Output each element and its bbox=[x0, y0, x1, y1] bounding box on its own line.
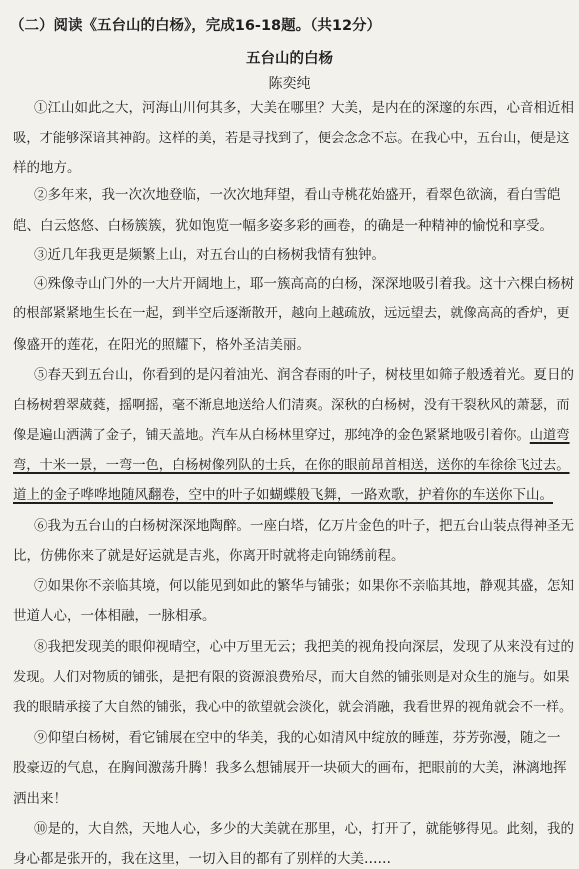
line-text: ⑩是的，大自然，天地人心，多少的大美就在那里，心，打开了，就能够得见。此刻，我的 bbox=[34, 821, 574, 837]
paragraph-line bbox=[0, 728, 579, 748]
line-text: 股豪迈的气息，在胸间激荡升腾！我多么想铺展开一块硕大的画布，把眼前的大美，淋漓地挥 bbox=[13, 760, 567, 776]
article-author: 陈奕纯 bbox=[268, 76, 311, 92]
paragraph-line bbox=[0, 546, 579, 566]
paragraph-line bbox=[0, 98, 579, 118]
line-text: 我的眼睛承接了大自然的铺张，我心中的欲望就会淡化，就会消融，我看世界的视角就会不一样。 bbox=[13, 700, 573, 715]
paragraph-line bbox=[0, 426, 579, 446]
paragraph-line bbox=[0, 216, 579, 236]
paragraph-line bbox=[0, 668, 579, 688]
paragraph-line bbox=[0, 576, 579, 596]
line-text: 像盛开的莲花，在阳光的照耀下，格外圣洁美丽。 bbox=[13, 337, 310, 353]
line-text: 皑、白云悠悠、白杨簇簇，犹如饱览一幅多姿多彩的画卷，的确是一种精神的愉悦和享受。 bbox=[13, 218, 553, 234]
underlined-text: 山道弯 bbox=[529, 428, 570, 443]
paragraph-line bbox=[0, 698, 579, 718]
line-text: ⑦如果你不亲临其境，何以能见到如此的繁华与铺张；如果你不亲临其地，静观其盛，怎知 bbox=[34, 578, 574, 594]
line-text: ⑧我把发现美的眼仰视晴空，心中万里无云；我把美的视角投向深层，发现了从来没有过的 bbox=[34, 639, 574, 655]
line-text: 的根部紧紧地生长在一起，到半空后逐渐散开，越向上越疏放，远远望去，就像高高的香炉，更 bbox=[13, 306, 570, 321]
underlined-text: 道上的金子哗哗地随风翻卷，空中的叶子如蝴蝶般飞舞，一路欢歌，护着你的车送你下山。 bbox=[13, 487, 553, 503]
line-text: 洒出来！ bbox=[13, 791, 67, 807]
paragraph-line bbox=[0, 516, 579, 536]
paragraph-line bbox=[0, 274, 579, 294]
paragraph-line bbox=[0, 245, 579, 265]
line-text: 身心都是张开的，我在这里，一切入目的都有了别样的大美…… bbox=[13, 851, 391, 867]
paragraph-line bbox=[0, 849, 579, 869]
line-text: 吸，才能够深谙其神韵。这样的美，若是寻找到了，便会念念不忘。在我心中，五台山，便是这 bbox=[13, 131, 570, 146]
line-text: ⑨仰望白杨树，看它铺展在空中的华美，我的心如清风中绽放的睡莲，芬芳弥漫，随之一 bbox=[34, 730, 561, 746]
line-text: 样的地方。 bbox=[13, 160, 81, 176]
line-text: 比，仿佛你来了就是好运就是吉兆，你离开时就将走向锦绣前程。 bbox=[13, 548, 405, 564]
article-title: 五台山的白杨 bbox=[246, 51, 333, 67]
paragraph-line bbox=[0, 396, 579, 416]
paragraph-line bbox=[0, 335, 579, 355]
line-text: ③近几年我更是频繁上山，对五台山的白杨树我情有独钟。 bbox=[34, 247, 385, 263]
line-text: ⑤春天到五台山，你看到的是闪着油光、润含春雨的叶子，树枝里如筛子般透着光。夏日的 bbox=[34, 367, 574, 383]
line-text: ①江山如此之大，河海山川何其多，大美在哪里？大美，是内在的深邃的东西，心音相近相 bbox=[34, 100, 574, 116]
paragraph-line bbox=[0, 365, 579, 385]
paragraph-line bbox=[0, 304, 579, 324]
line-text: ②多年来，我一次次地登临，一次次地拜望，看山寺桃花始盛开，看翠色欲滴，看白雪皑 bbox=[34, 187, 561, 203]
section-header: （二）阅读《五台山的白杨》，完成16-18题。（共12分） bbox=[10, 18, 382, 34]
paragraph-line bbox=[0, 158, 579, 178]
paragraph-line bbox=[0, 789, 579, 809]
line-text: ④殊像寺山门外的一大片开阔地上，耶一簇高高的白杨，深深地吸引着我。这十六棵白杨树 bbox=[34, 276, 574, 292]
line-text: 像是遍山洒满了金子，铺天盖地。汽车从白杨林里穿过，那纯净的金色紧紧地吸引着你。 bbox=[13, 428, 530, 443]
paragraph-line bbox=[0, 758, 579, 778]
paragraph-line bbox=[0, 129, 579, 149]
underlined-text: 弯，十米一景，一弯一色，白杨树像列队的士兵，在你的眼前昂首相送，送你的车徐徐飞过去。 bbox=[13, 458, 570, 473]
paragraph-line bbox=[0, 819, 579, 839]
paragraph-line bbox=[0, 606, 579, 626]
line-text: 世道人心，一体相融，一脉相承。 bbox=[13, 608, 216, 624]
paragraph-line bbox=[0, 485, 579, 505]
paragraph-line bbox=[0, 185, 579, 205]
paragraph-line bbox=[0, 637, 579, 657]
line-text: 发现。人们对物质的铺张，是把有限的资源浪费殆尽，而大自然的铺张则是对众生的施与。如果 bbox=[13, 670, 570, 685]
paragraph-line bbox=[0, 456, 579, 476]
line-text: 白杨树碧翠葳蕤，摇啊摇，毫不渐息地送给人们清爽。深秋的白杨树，没有干裂秋风的萧瑟，而 bbox=[13, 398, 570, 413]
line-text: ⑥我为五台山的白杨树深深地陶醉。一座白塔，亿万片金色的叶子，把五台山装点得神圣无 bbox=[34, 518, 574, 534]
